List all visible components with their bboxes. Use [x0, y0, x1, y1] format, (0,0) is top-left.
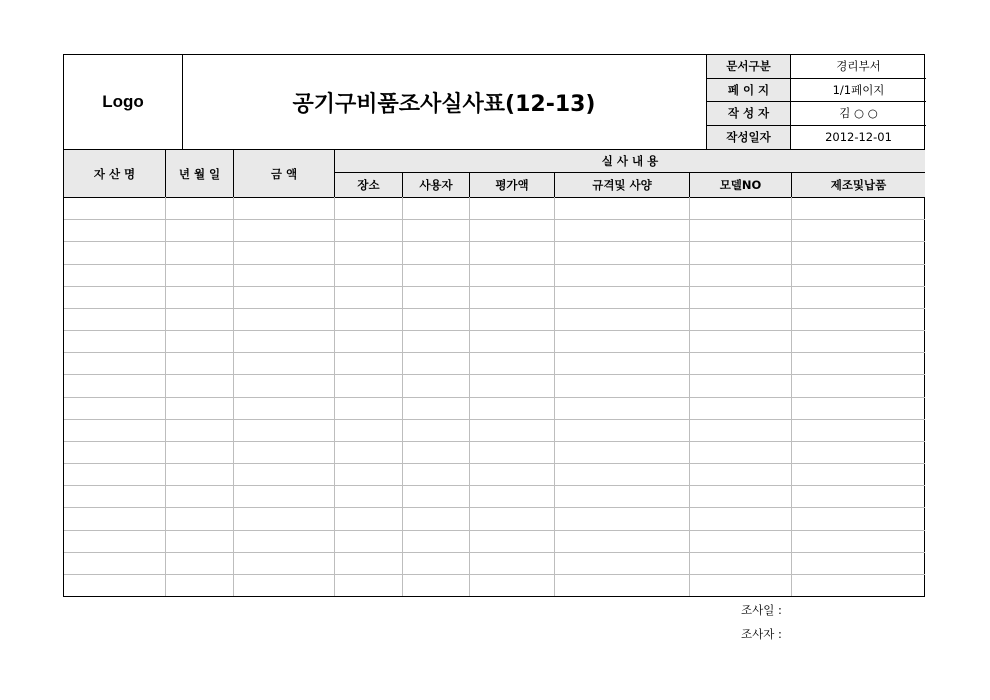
- table-cell[interactable]: [334, 419, 402, 441]
- table-cell[interactable]: [554, 463, 689, 485]
- table-cell[interactable]: [334, 374, 402, 396]
- col-header-location: 장소: [334, 173, 402, 197]
- table-cell[interactable]: [469, 197, 554, 219]
- table-cell[interactable]: [165, 552, 233, 574]
- table-cell[interactable]: [554, 419, 689, 441]
- table-cell[interactable]: [469, 441, 554, 463]
- table-cell[interactable]: [689, 308, 791, 330]
- table-cell[interactable]: [554, 352, 689, 374]
- table-cell[interactable]: [791, 552, 925, 574]
- table-cell[interactable]: [165, 330, 233, 352]
- col-header-asset-name: 자 산 명: [64, 150, 165, 197]
- table-cell[interactable]: [165, 419, 233, 441]
- table-cell[interactable]: [791, 374, 925, 396]
- table-cell[interactable]: [165, 574, 233, 596]
- table-cell[interactable]: [469, 219, 554, 241]
- table-cell[interactable]: [165, 308, 233, 330]
- table-cell[interactable]: [233, 485, 334, 507]
- col-header-user: 사용자: [402, 173, 469, 197]
- table-cell[interactable]: [64, 264, 165, 286]
- table-cell[interactable]: [791, 197, 925, 219]
- table-cell[interactable]: [791, 507, 925, 529]
- table-cell[interactable]: [233, 574, 334, 596]
- table-cell[interactable]: [64, 197, 165, 219]
- table-cell[interactable]: [469, 507, 554, 529]
- table-cell[interactable]: [469, 397, 554, 419]
- table-cell[interactable]: [469, 308, 554, 330]
- table-cell[interactable]: [402, 507, 469, 529]
- table-cell[interactable]: [165, 530, 233, 552]
- table-cell[interactable]: [554, 441, 689, 463]
- table-cell[interactable]: [334, 352, 402, 374]
- col-header-maker: 제조및납품: [791, 173, 925, 197]
- table-cell[interactable]: [554, 197, 689, 219]
- meta-row-date: [707, 126, 926, 150]
- inspection-date-label: 조사일 :: [741, 603, 782, 617]
- table-cell[interactable]: [402, 574, 469, 596]
- table-cell[interactable]: [233, 352, 334, 374]
- table-cell[interactable]: [64, 463, 165, 485]
- table-cell[interactable]: [469, 419, 554, 441]
- table-cell[interactable]: [554, 574, 689, 596]
- table-cell[interactable]: [469, 264, 554, 286]
- table-cell[interactable]: [791, 485, 925, 507]
- table-cell[interactable]: [791, 463, 925, 485]
- table-cell[interactable]: [791, 330, 925, 352]
- table-cell[interactable]: [402, 441, 469, 463]
- table-cell[interactable]: [469, 574, 554, 596]
- table-cell[interactable]: [64, 308, 165, 330]
- table-cell[interactable]: [554, 330, 689, 352]
- table-cell[interactable]: [233, 530, 334, 552]
- table-cell[interactable]: [791, 241, 925, 263]
- meta-label: 작성일자: [707, 126, 791, 150]
- meta-value: 경리부서: [836, 59, 881, 74]
- table-cell[interactable]: [334, 463, 402, 485]
- col-header-valuation: 평가액: [469, 173, 554, 197]
- table-cell[interactable]: [689, 219, 791, 241]
- table-cell[interactable]: [402, 485, 469, 507]
- table-cell[interactable]: [165, 286, 233, 308]
- table-cell[interactable]: [334, 308, 402, 330]
- meta-value: 김 ○ ○: [839, 106, 878, 121]
- table-cell[interactable]: [402, 264, 469, 286]
- table-cell[interactable]: [334, 330, 402, 352]
- table-cell[interactable]: [689, 530, 791, 552]
- table-cell[interactable]: [334, 574, 402, 596]
- meta-row-page: [707, 79, 926, 103]
- table-cell[interactable]: [334, 286, 402, 308]
- table-cell[interactable]: [233, 219, 334, 241]
- table-cell[interactable]: [334, 530, 402, 552]
- table-cell[interactable]: [402, 397, 469, 419]
- table-cell[interactable]: [64, 485, 165, 507]
- table-cell[interactable]: [334, 397, 402, 419]
- table-cell[interactable]: [334, 264, 402, 286]
- table-cell[interactable]: [233, 463, 334, 485]
- table-cell[interactable]: [469, 530, 554, 552]
- table-cell[interactable]: [64, 219, 165, 241]
- table-cell[interactable]: [791, 441, 925, 463]
- table-cell[interactable]: [791, 352, 925, 374]
- table-cell[interactable]: [469, 330, 554, 352]
- table-cell[interactable]: [689, 441, 791, 463]
- table-cell[interactable]: [554, 308, 689, 330]
- col-header-amount: 금 액: [233, 150, 334, 197]
- table-cell[interactable]: [165, 264, 233, 286]
- table-cell[interactable]: [233, 330, 334, 352]
- table-cell[interactable]: [233, 441, 334, 463]
- table-cell[interactable]: [402, 219, 469, 241]
- table-cell[interactable]: [165, 219, 233, 241]
- meta-label: 작 성 자: [707, 102, 791, 125]
- meta-row-document-type: [707, 55, 926, 79]
- table-cell[interactable]: [554, 286, 689, 308]
- table-cell[interactable]: [554, 507, 689, 529]
- table-cell[interactable]: [689, 419, 791, 441]
- table-cell[interactable]: [165, 485, 233, 507]
- meta-row-author: [707, 102, 926, 126]
- table-cell[interactable]: [165, 352, 233, 374]
- table-cell[interactable]: [334, 485, 402, 507]
- inspection-form: [63, 54, 925, 597]
- table-cell[interactable]: [402, 330, 469, 352]
- table-cell[interactable]: [791, 219, 925, 241]
- table-cell[interactable]: [689, 352, 791, 374]
- table-cell[interactable]: [165, 463, 233, 485]
- table-cell[interactable]: [791, 574, 925, 596]
- table-cell[interactable]: [554, 485, 689, 507]
- table-cell[interactable]: [233, 552, 334, 574]
- table-cell[interactable]: [233, 397, 334, 419]
- table-cell[interactable]: [554, 241, 689, 263]
- table-cell[interactable]: [554, 552, 689, 574]
- table-cell[interactable]: [689, 485, 791, 507]
- table-cell[interactable]: [689, 197, 791, 219]
- table-cell[interactable]: [402, 286, 469, 308]
- table-cell[interactable]: [233, 507, 334, 529]
- col-header-inspection-group: 실 사 내 용: [334, 150, 925, 173]
- table-cell[interactable]: [165, 374, 233, 396]
- table-cell[interactable]: [64, 241, 165, 263]
- table-cell[interactable]: [469, 463, 554, 485]
- table-cell[interactable]: [402, 374, 469, 396]
- table-cell[interactable]: [791, 419, 925, 441]
- table-cell[interactable]: [233, 197, 334, 219]
- table-cell[interactable]: [233, 308, 334, 330]
- table-cell[interactable]: [402, 530, 469, 552]
- table-cell[interactable]: [165, 241, 233, 263]
- table-cell[interactable]: [165, 197, 233, 219]
- table-cell[interactable]: [334, 219, 402, 241]
- table-cell[interactable]: [64, 374, 165, 396]
- table-cell[interactable]: [233, 241, 334, 263]
- document-meta-box: [706, 55, 926, 149]
- table-cell[interactable]: [689, 397, 791, 419]
- table-cell[interactable]: [791, 397, 925, 419]
- table-cell[interactable]: [402, 463, 469, 485]
- table-cell[interactable]: [689, 330, 791, 352]
- table-cell[interactable]: [64, 441, 165, 463]
- table-cell[interactable]: [791, 264, 925, 286]
- table-cell[interactable]: [554, 397, 689, 419]
- col-header-model: 모델NO: [689, 173, 791, 197]
- table-cell[interactable]: [689, 286, 791, 308]
- table-cell[interactable]: [64, 530, 165, 552]
- table-cell[interactable]: [64, 286, 165, 308]
- table-cell[interactable]: [165, 507, 233, 529]
- table-cell[interactable]: [334, 507, 402, 529]
- table-cell[interactable]: [64, 330, 165, 352]
- table-cell[interactable]: [469, 352, 554, 374]
- col-header-date: 년 월 일: [165, 150, 233, 197]
- table-cell[interactable]: [791, 286, 925, 308]
- table-cell[interactable]: [402, 419, 469, 441]
- table-cell[interactable]: [233, 264, 334, 286]
- table-cell[interactable]: [233, 286, 334, 308]
- inspector-label: 조사자 :: [741, 627, 782, 641]
- table-cell[interactable]: [791, 308, 925, 330]
- logo: Logo: [64, 55, 183, 149]
- table-cell[interactable]: [64, 397, 165, 419]
- table-cell[interactable]: [689, 374, 791, 396]
- table-cell[interactable]: [689, 552, 791, 574]
- table-cell[interactable]: [689, 574, 791, 596]
- table-cell[interactable]: [402, 241, 469, 263]
- table-cell[interactable]: [233, 419, 334, 441]
- table-cell[interactable]: [554, 264, 689, 286]
- table-cell[interactable]: [165, 397, 233, 419]
- table-cell[interactable]: [689, 463, 791, 485]
- meta-label: 페 이 지: [707, 79, 791, 102]
- table-cell[interactable]: [402, 352, 469, 374]
- meta-value: 2012-12-01: [825, 130, 892, 145]
- table-cell[interactable]: [469, 286, 554, 308]
- table-cell[interactable]: [334, 552, 402, 574]
- table-cell[interactable]: [469, 485, 554, 507]
- table-cell[interactable]: [554, 374, 689, 396]
- table-cell[interactable]: [64, 419, 165, 441]
- table-cell[interactable]: [402, 552, 469, 574]
- table-cell[interactable]: [334, 241, 402, 263]
- table-cell[interactable]: [791, 530, 925, 552]
- table-cell[interactable]: [64, 574, 165, 596]
- table-cell[interactable]: [64, 352, 165, 374]
- table-cell[interactable]: [165, 441, 233, 463]
- table-cell[interactable]: [554, 219, 689, 241]
- table-cell[interactable]: [334, 197, 402, 219]
- table-cell[interactable]: [402, 308, 469, 330]
- table-cell[interactable]: [233, 374, 334, 396]
- table-cell[interactable]: [469, 241, 554, 263]
- table-cell[interactable]: [64, 552, 165, 574]
- table-cell[interactable]: [689, 241, 791, 263]
- form-title: 공기구비품조사실사표(12-13): [292, 91, 596, 117]
- table-cell[interactable]: [689, 507, 791, 529]
- col-header-spec: 규격및 사양: [554, 173, 689, 197]
- table-cell[interactable]: [469, 552, 554, 574]
- table-cell[interactable]: [64, 507, 165, 529]
- meta-value: 1/1페이지: [832, 82, 885, 97]
- table-cell[interactable]: [469, 374, 554, 396]
- table-cell[interactable]: [402, 197, 469, 219]
- table-cell[interactable]: [334, 441, 402, 463]
- table-cell[interactable]: [689, 264, 791, 286]
- meta-label: 문서구분: [707, 55, 791, 78]
- table-cell[interactable]: [554, 530, 689, 552]
